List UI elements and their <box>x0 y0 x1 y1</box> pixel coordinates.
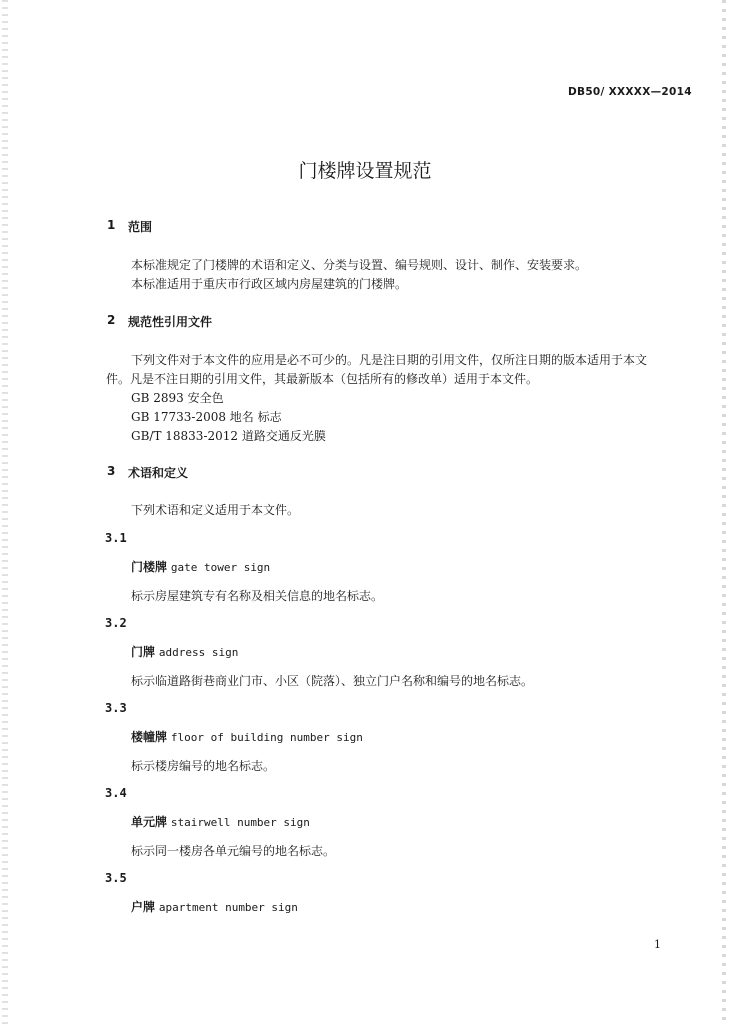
terms-intro: 下列术语和定义适用于本文件。 <box>131 503 300 517</box>
term-en: floor of building number sign <box>170 731 363 744</box>
section-3-heading <box>0 464 730 480</box>
term-number: 3.5 <box>105 871 127 885</box>
reference-item: GB 17733-2008 地名 标志 <box>131 410 282 424</box>
term-definition: 标示同一楼房各单元编号的地名标志。 <box>131 844 336 858</box>
term-en: stairwell number sign <box>170 816 310 829</box>
term-zh: 门楼牌 <box>131 560 168 574</box>
scope-line-2: 本标准适用于重庆市行政区域内房屋建筑的门楼牌。 <box>131 277 408 291</box>
term-number: 3.2 <box>105 616 127 630</box>
term-number: 3.4 <box>105 786 127 800</box>
section-2-heading <box>0 313 730 329</box>
term-title <box>131 813 310 830</box>
refs-line-1: 下列文件对于本文件的应用是必不可少的。凡是注日期的引用文件，仅所注日期的版本适用于本文 <box>131 353 648 367</box>
scan-edge-right <box>722 0 726 1024</box>
section-number: 1 <box>107 218 116 232</box>
scope-line-1: 本标准规定了门楼牌的术语和定义、分类与设置、编号规则、设计、制作、安装要求。 <box>131 258 588 272</box>
term-definition: 标示房屋建筑专有名称及相关信息的地名标志。 <box>131 589 384 603</box>
term-zh: 单元牌 <box>131 815 168 829</box>
term-title <box>131 728 363 745</box>
term-definition: 标示楼房编号的地名标志。 <box>131 759 276 773</box>
section-title: 术语和定义 <box>128 466 189 480</box>
term-title <box>131 898 298 915</box>
term-zh: 楼幢牌 <box>131 730 168 744</box>
term-title <box>131 643 238 660</box>
term-definition: 标示临道路街巷商业门市、小区（院落）、独立门户名称和编号的地名标志。 <box>131 674 534 688</box>
section-title: 范围 <box>128 220 153 234</box>
reference-item: GB/T 18833-2012 道路交通反光膜 <box>131 429 326 443</box>
term-en: apartment number sign <box>158 901 298 914</box>
reference-item: GB 2893 安全色 <box>131 391 224 405</box>
term-title <box>131 558 270 575</box>
term-en: gate tower sign <box>170 561 271 574</box>
refs-line-2: 件。凡是不注日期的引用文件，其最新版本（包括所有的修改单）适用于本文件。 <box>106 372 539 386</box>
term-en: address sign <box>158 646 239 659</box>
document-number: DB50/ XXXXX—2014 <box>568 86 692 98</box>
term-number: 3.1 <box>105 531 127 545</box>
term-zh: 门牌 <box>131 645 156 659</box>
section-number: 2 <box>107 313 116 327</box>
section-number: 3 <box>107 464 116 478</box>
term-number: 3.3 <box>105 701 127 715</box>
section-title: 规范性引用文件 <box>128 315 213 329</box>
section-1-heading <box>0 218 730 234</box>
page-title: 门楼牌设置规范 <box>298 160 432 182</box>
term-zh: 户牌 <box>131 900 156 914</box>
page-number: 1 <box>654 938 661 951</box>
scan-edge-left <box>2 0 8 1024</box>
